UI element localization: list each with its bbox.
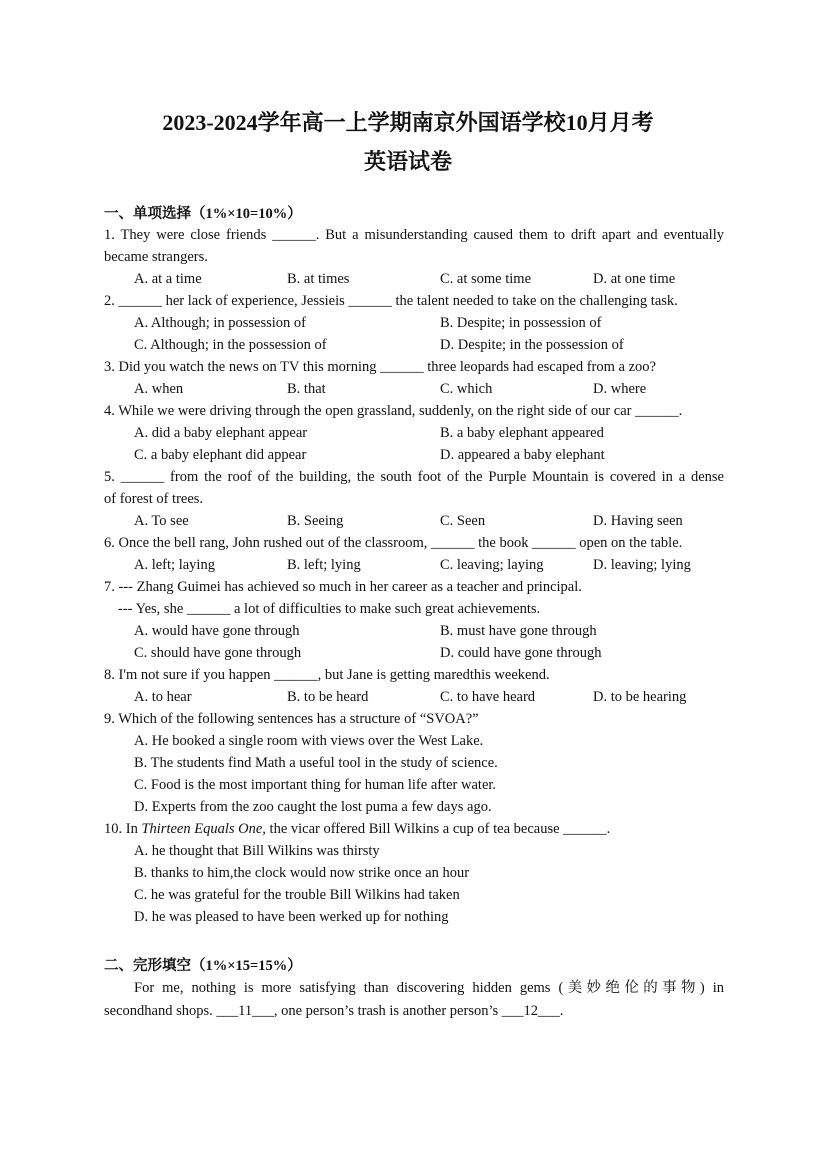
q1-stem-cont: became strangers.: [104, 249, 208, 265]
q10-option-b: B. thanks to him,the clock would now strike once an hour: [134, 865, 470, 881]
q3-option-c: C. which: [440, 381, 493, 397]
q1-option-d: D. at one time: [593, 271, 676, 287]
cloze-paragraph-line1: For me, nothing is more satisfying than discovering hidden gems (美妙绝伦的事物) in: [134, 980, 724, 996]
q3-option-d: D. where: [593, 381, 647, 397]
q9-option-c: C. Food is the most important thing for human life after water.: [134, 777, 497, 793]
q8-option-b: B. to be heard: [287, 689, 369, 705]
q10-option-c: C. he was grateful for the trouble Bill Wilkins had taken: [134, 887, 460, 903]
q5-stem: 5. ______ from the roof of the building, the south foot of the Purple Mountain is covered in a dense: [104, 469, 724, 485]
q10-option-d: D. he was pleased to have been werked up for nothing: [134, 909, 449, 925]
q5-option-a: A. To see: [134, 513, 189, 529]
q8-stem: 8. I'm not sure if you happen ______, but Jane is getting maredthis weekend.: [104, 667, 550, 683]
q5-stem-cont: of forest of trees.: [104, 491, 204, 507]
q10-stem-post: , the vicar offered Bill Wilkins a cup of tea because ______.: [262, 821, 611, 837]
q2-option-a: A. Although; in possession of: [134, 315, 306, 331]
q9-option-b: B. The students find Math a useful tool in the study of science.: [134, 755, 498, 771]
q8-option-c: C. to have heard: [440, 689, 536, 705]
q8-option-d: D. to be hearing: [593, 689, 687, 705]
q2-option-b: B. Despite; in possession of: [440, 315, 602, 331]
q1-option-a: A. at a time: [134, 271, 202, 287]
q7-option-a: A. would have gone through: [134, 623, 300, 639]
q7-option-b: B. must have gone through: [440, 623, 597, 639]
q7-option-d: D. could have gone through: [440, 645, 602, 661]
q6-option-c: C. leaving; laying: [440, 557, 544, 573]
q4-option-c: C. a baby elephant did appear: [134, 447, 307, 463]
q9-option-d: D. Experts from the zoo caught the lost puma a few days ago.: [134, 799, 492, 815]
q10-stem-pre: 10. In: [104, 821, 142, 837]
q10-stem: [104, 820, 610, 838]
q6-stem: 6. Once the bell rang, John rushed out of the classroom, ______ the book ______ open on the table.: [104, 535, 683, 551]
exam-title: 2023-2024学年高一上学期南京外国语学校10月月考: [162, 110, 654, 135]
q9-option-a: A. He booked a single room with views over the West Lake.: [134, 733, 484, 749]
cloze-paragraph-line2: secondhand shops. ___11___, one person’s trash is another person’s ___12___.: [104, 1003, 564, 1019]
q3-option-a: A. when: [134, 381, 184, 397]
exam-subtitle: 英语试卷: [363, 149, 452, 174]
q8-option-a: A. to hear: [134, 689, 192, 705]
q10-option-a: A. he thought that Bill Wilkins was thirsty: [134, 843, 380, 859]
q2-option-d: D. Despite; in the possession of: [440, 337, 624, 353]
q2-option-c: C. Although; in the possession of: [134, 337, 327, 353]
q5-option-c: C. Seen: [440, 513, 486, 529]
q2-stem: 2. ______ her lack of experience, Jessieis ______ the talent needed to take on the challenging task.: [104, 293, 678, 309]
q6-option-b: B. left; lying: [287, 557, 361, 573]
q4-option-d: D. appeared a baby elephant: [440, 447, 605, 463]
q7-option-c: C. should have gone through: [134, 645, 302, 661]
q1-option-b: B. at times: [287, 271, 350, 287]
q5-option-d: D. Having seen: [593, 513, 683, 529]
q4-option-b: B. a baby elephant appeared: [440, 425, 604, 441]
q5-option-b: B. Seeing: [287, 513, 344, 529]
q7-stem-reply: --- Yes, she ______ a lot of difficulties to make such great achievements.: [118, 601, 541, 617]
q6-option-d: D. leaving; lying: [593, 557, 691, 573]
q3-stem: 3. Did you watch the news on TV this morning ______ three leopards had escaped from a zoo?: [104, 359, 656, 375]
section2-heading: 二、完形填空（1%×15=15%）: [104, 958, 302, 974]
q4-stem: 4. While we were driving through the open grassland, suddenly, on the right side of our car ______.: [104, 403, 683, 419]
q3-option-b: B. that: [287, 381, 326, 397]
section1-heading: 一、单项选择（1%×10=10%）: [104, 206, 302, 222]
q6-option-a: A. left; laying: [134, 557, 215, 573]
q1-stem: 1. They were close friends ______. But a misunderstanding caused them to drift apart and eventually: [104, 227, 724, 243]
q4-option-a: A. did a baby elephant appear: [134, 425, 308, 441]
q9-stem: 9. Which of the following sentences has a structure of “SVOA?”: [104, 711, 479, 727]
q1-option-c: C. at some time: [440, 271, 532, 287]
q10-story-title: Thirteen Equals One: [141, 821, 263, 837]
q7-stem: 7. --- Zhang Guimei has achieved so much in her career as a teacher and principal.: [104, 579, 582, 595]
